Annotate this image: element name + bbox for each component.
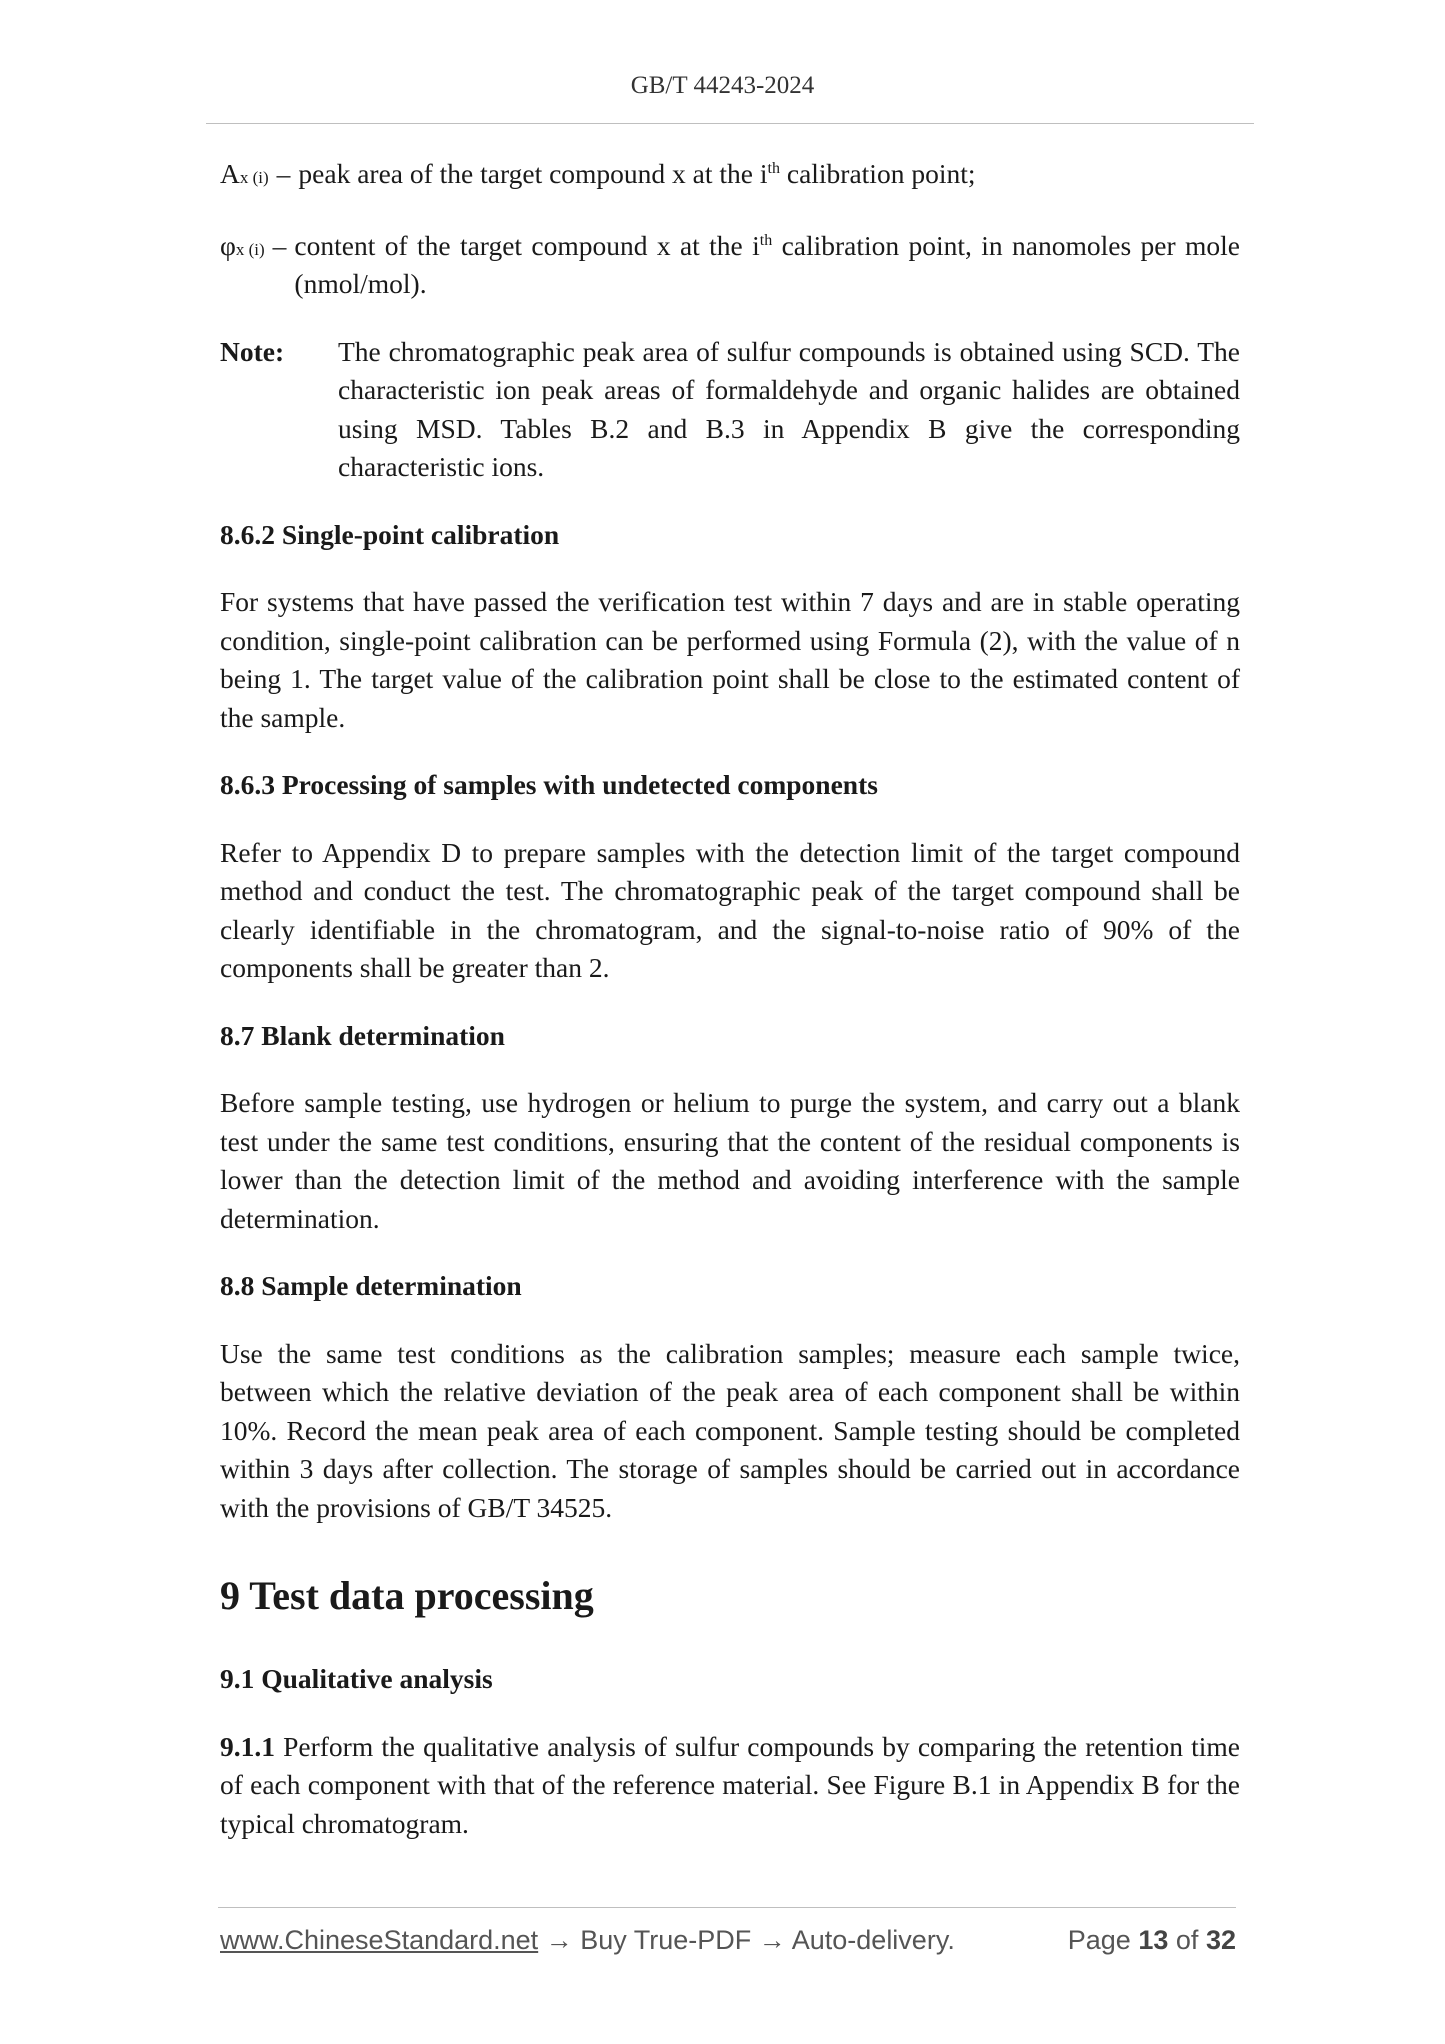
section-body-8-7: Before sample testing, use hydrogen or helium to purge the system, and carry out a blank test under the same test conditions, ensuring that the content of the residual components is lower than the detection limit of the method and avoiding interference with the sample determination.: [220, 1087, 1240, 1234]
definition-dash: –: [276, 158, 291, 189]
note-text: The chromatographic peak area of sulfur compounds is obtained using SCD. The characteristic ion peak areas of formaldehyde and organic halides are obtained using MSD. Tables B.2 and B.3 in Appendix B give the corresponding characteristic ions.: [338, 335, 1240, 482]
page-content: [220, 155, 1240, 1872]
clause-number: 9.1.1: [220, 1730, 275, 1762]
website-link[interactable]: www.ChineseStandard.net: [220, 1925, 539, 1955]
section-body-9-1-1: [220, 1728, 1240, 1844]
section-heading-8-7: 8.7 Blank determination: [220, 1019, 505, 1051]
section-heading-8-6-2: 8.6.2 Single-point calibration: [220, 518, 560, 550]
symbol-subscript: x (i): [239, 168, 269, 187]
definition-symbol: φx (i): [220, 229, 265, 261]
definition-symbol: Ax (i): [220, 158, 269, 189]
chapter-heading-9: 9 Test data processing: [220, 1573, 594, 1618]
page-footer: [220, 1925, 1236, 1956]
definition-text: peak area of the target compound x at the $i^{th}$ calibration point;: [298, 158, 976, 189]
definition-text: content of the target compound x at the $i^{th}$ calibration point, in nanomoles per mole (nmol/mol).: [294, 229, 1240, 299]
page-indicator: Page 13 of 32: [1067, 1925, 1236, 1955]
note-label: Note:: [220, 335, 285, 367]
footer-left: [220, 1925, 955, 1956]
header-divider: [206, 123, 1254, 124]
clause-text: Perform the qualitative analysis of sulfur compounds by comparing the retention time of each component with that of the reference material. See Figure B.1 in Appendix B for the typical chromatogram.: [220, 1730, 1240, 1839]
current-page-number: 13: [1138, 1925, 1169, 1955]
section-body-8-6-3: Refer to Appendix D to prepare samples with the detection limit of the target compound method and conduct the test. The chromatographic peak of the target compound shall be clearly identifiable in the chromatogram, and the signal-to-noise ratio of 90% of the components shall be greater than 2.: [220, 836, 1240, 983]
footer-divider: [218, 1907, 1236, 1908]
symbol-subscript: x (i): [235, 239, 265, 259]
section-heading-8-6-3: 8.6.3 Processing of samples with undetected components: [220, 769, 878, 800]
section-body-8-8: Use the same test conditions as the calibration samples; measure each sample twice, between which the relative deviation of the peak area of each component shall be within 10%. Record the mean peak area of each component. Sample testing should be completed within 3 days after collection. The storage of samples should be carried out in accordance with the provisions of GB/T 34525.: [220, 1337, 1240, 1523]
section-body-8-6-2: For systems that have passed the verification test within 7 days and are in stable operating condition, single-point calibration can be performed using Formula (2), with the value of n being 1. The target value of the calibration point shall be close to the estimated content of the sample.: [220, 586, 1240, 733]
standard-code-header: GB/T 44243-2024: [630, 72, 815, 99]
total-page-number: 32: [1205, 1925, 1236, 1955]
definition-dash: –: [272, 229, 287, 261]
definition-phix: [220, 227, 1240, 304]
footer-tagline: → Buy True-PDF → Auto-delivery.: [538, 1925, 955, 1955]
definition-ax: [220, 155, 1240, 198]
note-block: [220, 333, 1240, 487]
section-heading-8-8: 8.8 Sample determination: [220, 1270, 522, 1301]
section-heading-9-1: 9.1 Qualitative analysis: [220, 1663, 493, 1694]
